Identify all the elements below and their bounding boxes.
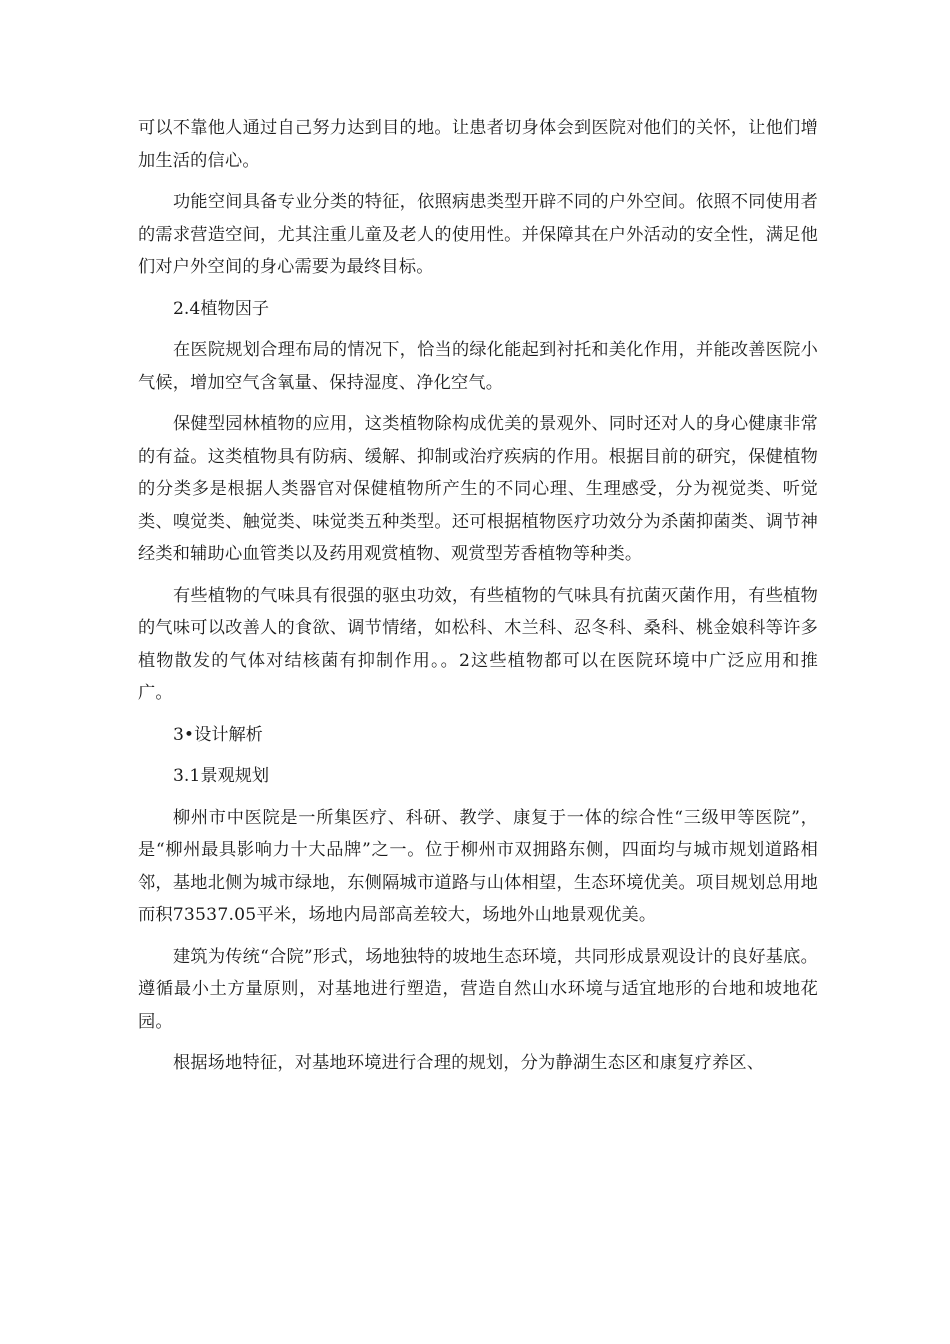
paragraph: 柳州市中医院是一所集医疗、科研、教学、康复于一体的综合性“三级甲等医院”，是“柳州最具影响力十大品牌”之一。位于柳州市双拥路东侧，四面均与城市规划道路相邻，基地北侧为城市绿地，东侧隔城市道路与山体相望，生态环境优美。项目规划总用地而积73537.05平米，场地内局部高差较大，场地外山地景观优美。 <box>138 807 818 925</box>
section-heading: 3•设计解析 <box>173 724 263 745</box>
section-heading: 3.1景观规划 <box>173 766 270 786</box>
paragraph: 功能空间具备专业分类的特征，依照病患类型开辟不同的户外空间。依照不同使用者的需求营造空间，尤其注重儿童及老人的使用性。并保障其在户外活动的安全性，满足他们对户外空间的身心需要为最终目标。 <box>138 192 818 277</box>
paragraph: 根据场地特征，对基地环境进行合理的规划，分为静湖生态区和康复疗养区、 <box>173 1053 765 1073</box>
document-body <box>138 112 818 1089</box>
section-heading: 2.4植物因子 <box>173 298 270 319</box>
paragraph: 建筑为传统“合院”形式，场地独特的坡地生态环境，共同形成景观设计的良好基底。遵循最小土方量原则，对基地进行塑造，营造自然山水环境与适宜地形的台地和坡地花园。 <box>138 946 818 1032</box>
paragraph: 有些植物的气味具有很强的驱虫功效，有些植物的气味具有抗菌灭菌作用，有些植物的气味可以改善人的食欲、调节情绪，如松科、木兰科、忍冬科、桑科、桃金娘科等许多植物散发的气体对结核菌有抑制作用。。2这些植物都可以在医院环境中广泛应用和推广。 <box>138 585 818 703</box>
paragraph: 保健型园林植物的应用，这类植物除构成优美的景观外、同时还对人的身心健康非常的有益。这类植物具有防病、缓解、抑制或治疗疾病的作用。根据目前的研究，保健植物的分类多是根据人类器官对保健植物所产生的不同心理、生理感受，分为视觉类、听觉类、嗅觉类、触觉类、味觉类五种类型。还可根据植物医疗功效分为杀菌抑菌类、调节神经类和辅助心血管类以及药用观赏植物、观赏型芳香植物等种类。 <box>138 414 818 564</box>
paragraph: 在医院规划合理布局的情况下，恰当的绿化能起到衬托和美化作用，并能改善医院小气候，增加空气含氧量、保持湿度、净化空气。 <box>138 340 818 393</box>
paragraph: 可以不靠他人通过自己努力达到目的地。让患者切身体会到医院对他们的关怀，让他们增加生活的信心。 <box>138 118 818 171</box>
